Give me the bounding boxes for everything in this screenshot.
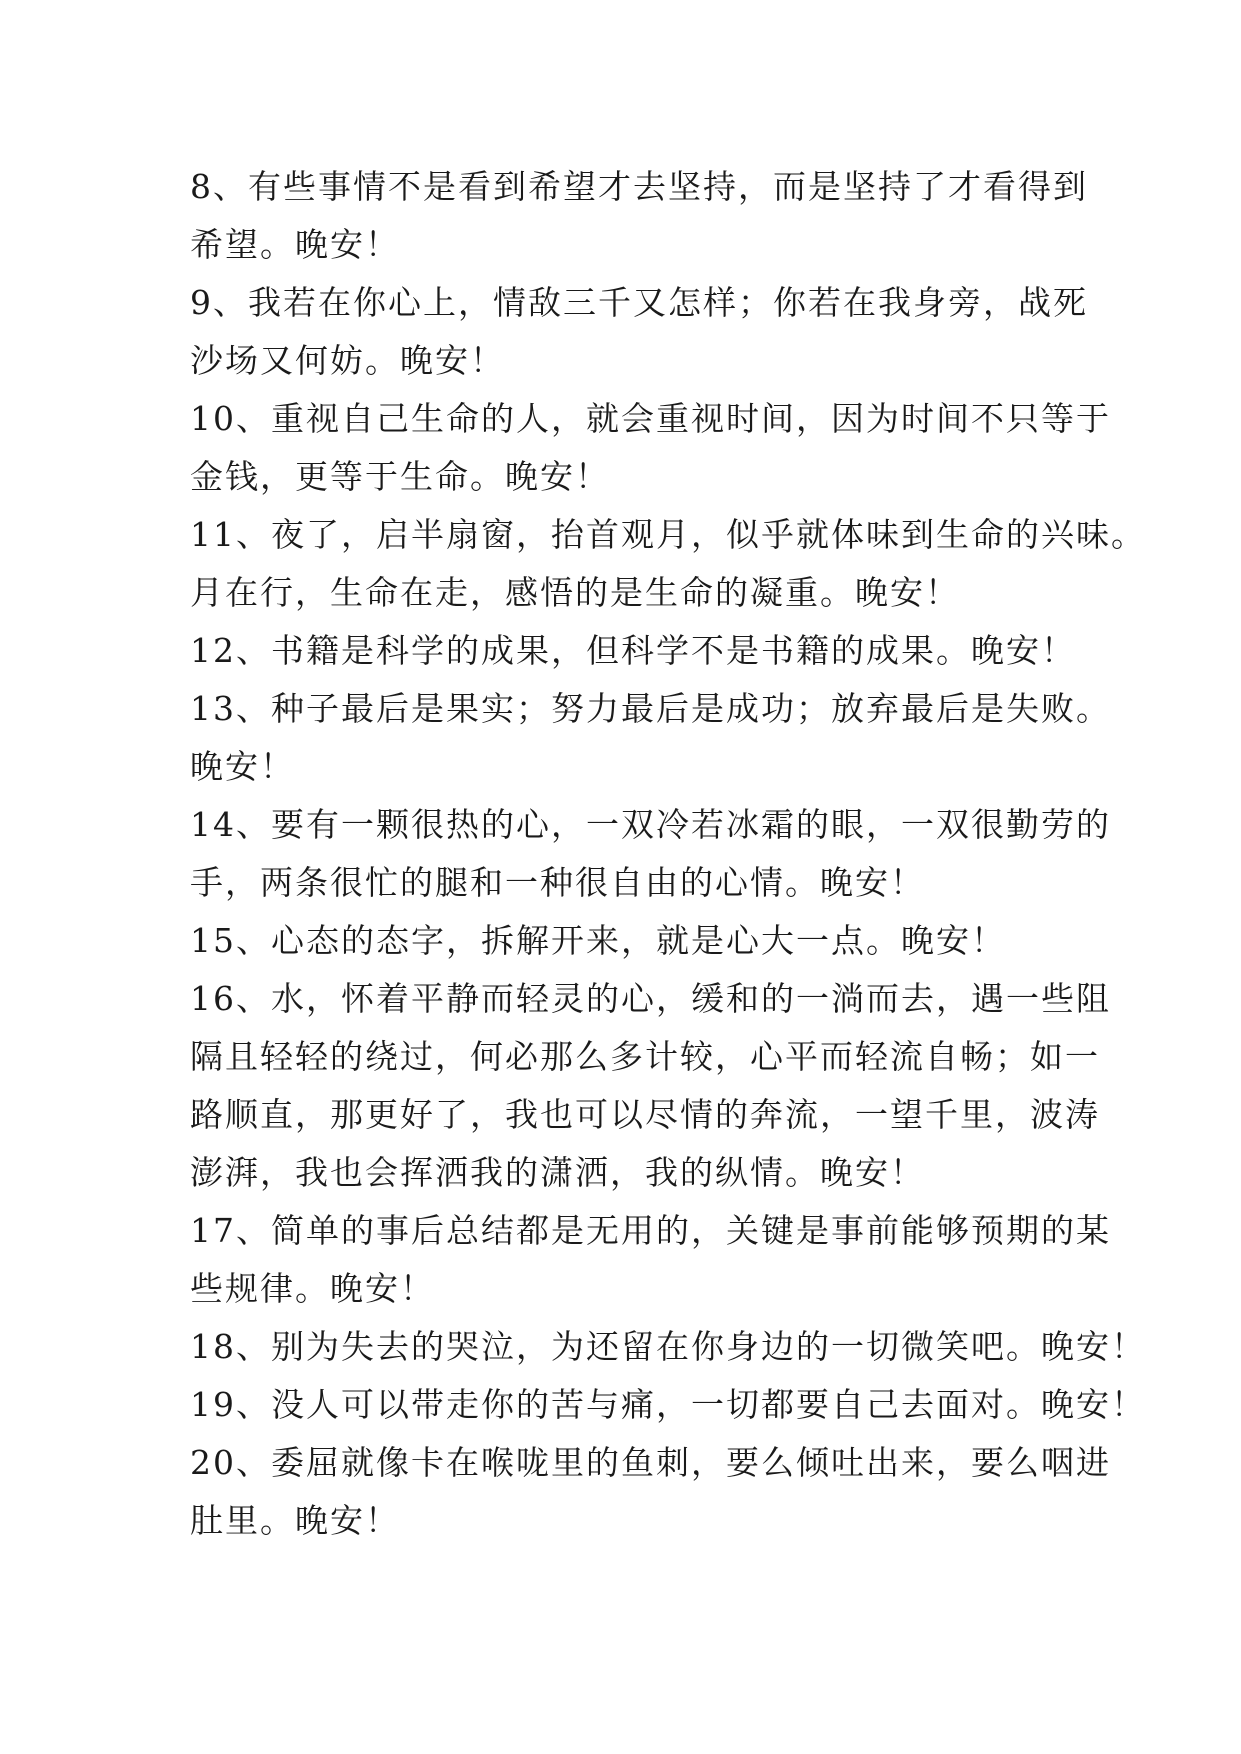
- text-line: 19、没人可以带走你的苦与痛，一切都要自己去面对。晚安！: [190, 1385, 1146, 1424]
- text-line: 月在行，生命在走，感悟的是生命的凝重。晚安！: [190, 573, 960, 612]
- text-line: 16、水，怀着平静而轻灵的心，缓和的一淌而去，遇一些阻: [190, 979, 1111, 1018]
- text-line: 18、别为失去的哭泣，为还留在你身边的一切微笑吧。晚安！: [190, 1327, 1146, 1366]
- text-line: 9、我若在你心上，情敌三千又怎样；你若在我身旁，战死: [190, 283, 1088, 322]
- text-line: 隔且轻轻的绕过，何必那么多计较，心平而轻流自畅；如一: [190, 1037, 1100, 1076]
- text-line: 20、委屈就像卡在喉咙里的鱼刺，要么倾吐出来，要么咽进: [190, 1443, 1111, 1482]
- text-line: 沙场又何妨。晚安！: [190, 341, 505, 380]
- text-line: 15、心态的态字，拆解开来，就是心大一点。晚安！: [190, 921, 1006, 960]
- text-line: 14、要有一颗很热的心，一双冷若冰霜的眼，一双很勤劳的: [190, 805, 1111, 844]
- text-line: 10、重视自己生命的人，就会重视时间，因为时间不只等于: [190, 399, 1111, 438]
- document-body: [190, 158, 1146, 1550]
- text-line: 13、种子最后是果实；努力最后是成功；放弃最后是失败。: [190, 689, 1111, 728]
- text-line: 11、夜了，启半扇窗，抬首观月，似乎就体味到生命的兴味。: [190, 515, 1146, 554]
- text-line: 手，两条很忙的腿和一种很自由的心情。晚安！: [190, 863, 925, 902]
- text-line: 12、书籍是科学的成果，但科学不是书籍的成果。晚安！: [190, 631, 1076, 670]
- text-line: 17、简单的事后总结都是无用的，关键是事前能够预期的某: [190, 1211, 1111, 1250]
- text-line: 8、有些事情不是看到希望才去坚持，而是坚持了才看得到: [190, 167, 1088, 206]
- text-line: 金钱，更等于生命。晚安！: [190, 457, 610, 496]
- text-line: 些规律。晚安！: [190, 1269, 435, 1308]
- text-line: 晚安！: [190, 747, 295, 786]
- text-line: 肚里。晚安！: [190, 1501, 400, 1540]
- text-line: 澎湃，我也会挥洒我的潇洒，我的纵情。晚安！: [190, 1153, 925, 1192]
- text-line: 希望。晚安！: [190, 225, 400, 264]
- text-line: 路顺直，那更好了，我也可以尽情的奔流，一望千里，波涛: [190, 1095, 1100, 1134]
